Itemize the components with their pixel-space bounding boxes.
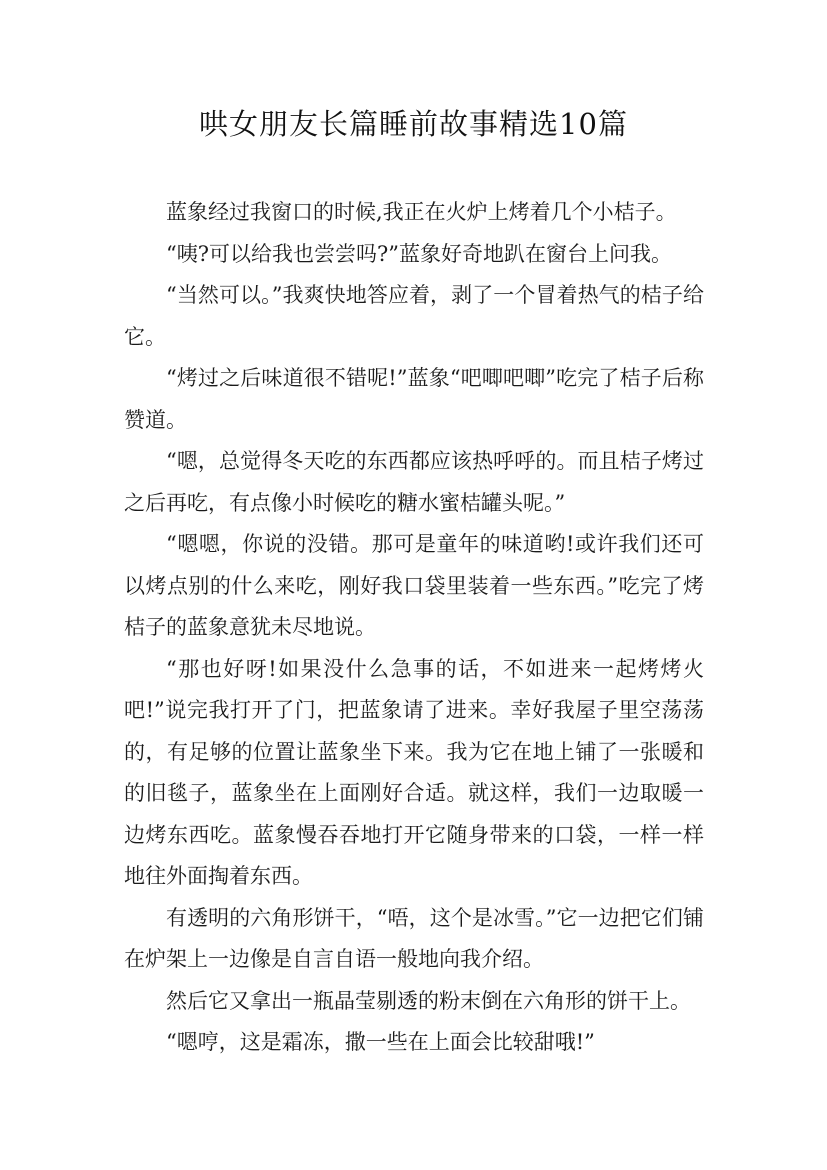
paragraph: “当然可以。”我爽快地答应着，剥了一个冒着热气的桔子给它。 bbox=[124, 283, 704, 349]
paragraph: 蓝象经过我窗口的时候,我正在火炉上烤着几个小桔子。 bbox=[166, 200, 677, 224]
document-title: 哄女朋友长篇睡前故事精选10篇 bbox=[199, 107, 628, 141]
story-body bbox=[124, 192, 704, 1064]
paragraph: “嗯哼，这是霜冻，撒一些在上面会比较甜哦!” bbox=[166, 1030, 595, 1054]
paragraph: “咦?可以给我也尝尝吗?”蓝象好奇地趴在窗台上问我。 bbox=[166, 241, 672, 266]
paragraph: “嗯，总觉得冬天吃的东西都应该热呼呼的。而且桔子烤过之后再吃，有点像小时候吃的糖水蜜桔罐头呢。” bbox=[124, 449, 704, 515]
paragraph: 有透明的六角形饼干，“唔，这个是冰雪。”它一边把它们铺在炉架上一边像是自言自语一般地向我介绍。 bbox=[124, 905, 704, 971]
paragraph: 然后它又拿出一瓶晶莹剔透的粉末倒在六角形的饼干上。 bbox=[166, 988, 691, 1013]
paragraph: “嗯嗯，你说的没错。那可是童年的味道哟!或许我们还可以烤点别的什么来吃，刚好我口袋里装着一些东西。”吃完了烤桔子的蓝象意犹未尽地说。 bbox=[124, 532, 704, 639]
paragraph: “烤过之后味道很不错呢!”蓝象“吧唧吧唧”吃完了桔子后称赞道。 bbox=[124, 366, 704, 432]
paragraph: “那也好呀!如果没什么急事的话，不如进来一起烤烤火吧!”说完我打开了门，把蓝象请了进来。幸好我屋子里空荡荡的，有足够的位置让蓝象坐下来。我为它在地上铺了一张暖和的旧毯子，蓝象坐在上面刚好合适。就这样，我们一边取暖一边烤东西吃。蓝象慢吞吞地打开它随身带来的口袋，一样一样地往外面掏着东西。 bbox=[124, 656, 704, 888]
